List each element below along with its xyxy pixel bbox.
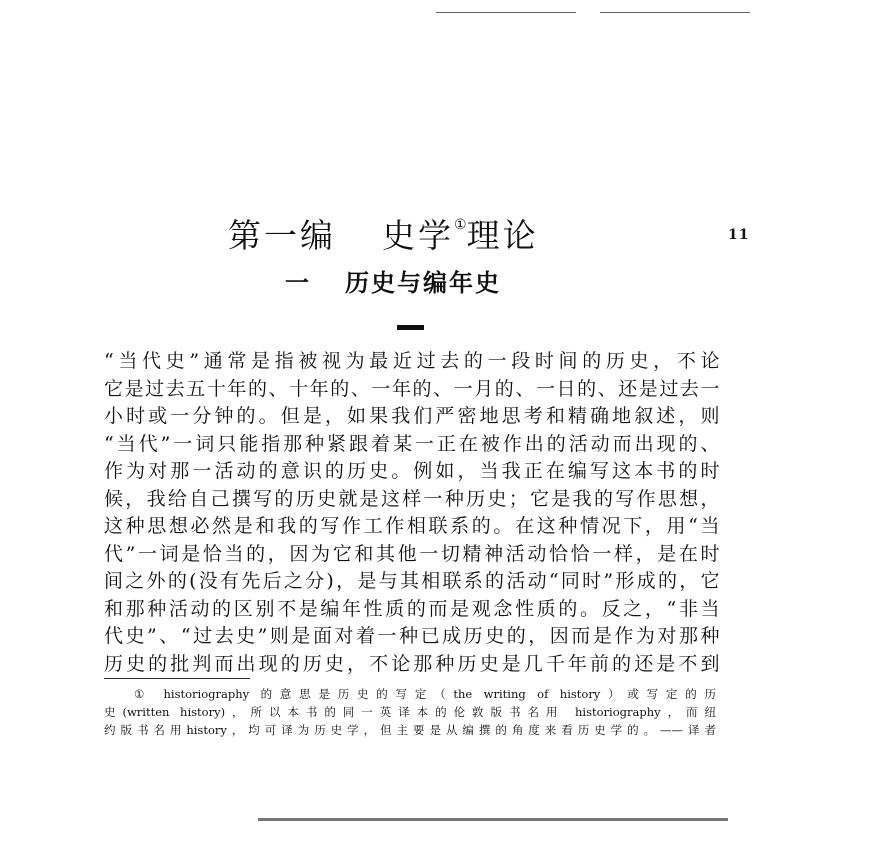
footnote-divider xyxy=(104,678,250,679)
part-label: 第一编 xyxy=(228,216,336,255)
body-line: 代”一词是恰当的，因为它和其他一切精神活动恰恰一样，是在时 xyxy=(104,543,720,565)
part-title xyxy=(228,210,539,257)
body-line: 这种思想必然是和我的写作工作相联系的。在这种情况下，用“当 xyxy=(104,515,720,537)
page-number: 11 xyxy=(728,227,750,243)
body-line: 作为对那一活动的意识的历史。例如，当我正在编写这本书的时 xyxy=(104,460,720,482)
part-heading-rest: 理论 xyxy=(466,216,539,255)
body-line: “当代”一词只能指那种紧跟着某一正在被作出的活动而出现的、 xyxy=(104,433,720,455)
body-line: 代史”、“过去史”则是面对着一种已成历史的，因而是作为对那种 xyxy=(104,625,720,647)
scan-mark-top-right xyxy=(600,12,750,13)
scan-mark-bottom xyxy=(258,818,728,821)
footnote-line: 史(written history)，所以本书的同一英译本的伦敦版书名用 historiography，而纽 xyxy=(104,705,716,719)
chapter-number: 一 xyxy=(285,268,311,297)
chapter-heading: 历史与编年史 xyxy=(345,268,501,297)
body-line: 和那种活动的区别不是编年性质的而是观念性质的。反之，“非当 xyxy=(104,598,720,620)
section-number xyxy=(397,325,424,330)
body-line: 历史的批判而出现的历史，不论那种历史是几千年前的还是不到 xyxy=(104,653,720,675)
body-line: 候，我给自己撰写的历史就是这样一种历史；它是我的写作思想， xyxy=(104,488,720,510)
body-line: 它是过去五十年的、十年的、一年的、一月的、一日的、还是过去一 xyxy=(104,378,720,400)
footnote-line: 约版书名用history，均可译为历史学，但主要是从编撰的角度来看历史学的。——译者 xyxy=(104,723,716,737)
part-heading: 史学 xyxy=(382,216,454,255)
footnote-line: ① historiography 的意思是历史的写定（the writing of history）或写定的历 xyxy=(134,687,716,701)
body-line: 小时或一分钟的。但是，如果我们严密地思考和精确地叙述，则 xyxy=(104,405,720,427)
body-line: “当代史”通常是指被视为最近过去的一段时间的历史，不论 xyxy=(104,350,720,372)
body-line: 间之外的(没有先后之分)，是与其相联系的活动“同时”形成的，它 xyxy=(104,570,720,592)
chapter-title xyxy=(285,263,501,298)
footnote-mark[interactable]: ① xyxy=(454,217,467,233)
scan-mark-top xyxy=(436,12,576,13)
